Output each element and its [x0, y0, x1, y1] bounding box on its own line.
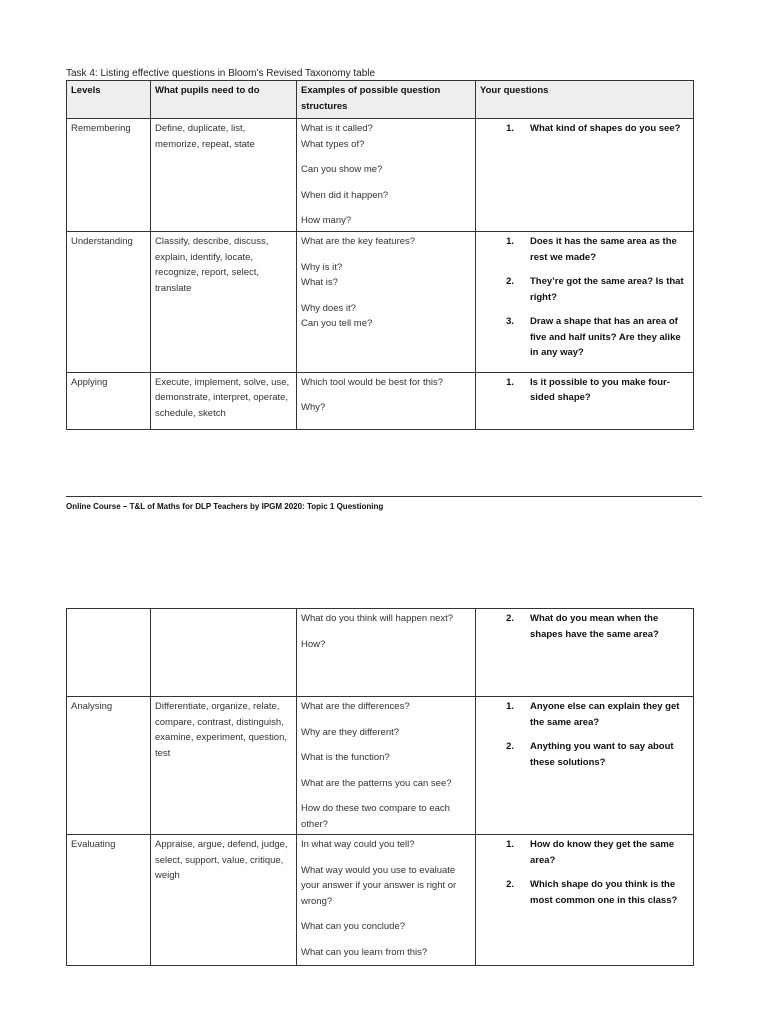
- example-question: What way would you use to evaluate your answer if your answer is right or wrong?: [301, 864, 457, 907]
- header-levels: Levels: [67, 81, 151, 119]
- example-question: Can you tell me?: [301, 318, 373, 329]
- example-question: How?: [301, 638, 326, 650]
- level-cell: Remembering: [67, 119, 151, 232]
- question-number: 2.: [506, 613, 514, 624]
- level-cell: Analysing: [67, 697, 151, 835]
- question-number: 2.: [506, 276, 514, 287]
- list-item: [480, 375, 689, 406]
- your-questions-cell: [476, 835, 694, 966]
- level-cell: Understanding: [67, 232, 151, 373]
- pupils-do-cell: [151, 609, 297, 697]
- your-questions-cell: [476, 697, 694, 835]
- question-number: 1.: [506, 236, 514, 247]
- level-cell: Evaluating: [67, 835, 151, 966]
- example-question: What is it called?: [301, 123, 373, 134]
- header-examples: Examples of possible question structures: [297, 81, 476, 119]
- level-cell: Applying: [67, 372, 151, 429]
- list-item: [480, 234, 689, 265]
- question-number: 1.: [506, 701, 514, 712]
- examples-cell: [297, 697, 476, 835]
- list-item: [480, 274, 689, 305]
- examples-cell: [297, 232, 476, 373]
- list-item: [480, 739, 689, 770]
- questions-list: [480, 234, 689, 361]
- example-question: What can you conclude?: [301, 921, 406, 932]
- questions-list: [480, 837, 689, 908]
- question-number: 2.: [506, 879, 514, 890]
- example-question: Why?: [301, 402, 326, 413]
- example-question: What types of?: [301, 138, 365, 150]
- example-question: When did it happen?: [301, 189, 389, 201]
- example-question: How many?: [301, 215, 352, 226]
- question-number: 1.: [506, 839, 514, 850]
- question-text: Does it has the same area as the rest we made?: [530, 236, 677, 263]
- question-text: They’re got the same area? Is that right?: [530, 276, 684, 303]
- questions-list: [480, 699, 689, 770]
- table-row: [67, 697, 694, 835]
- example-question: Why is it?: [301, 261, 343, 273]
- pupils-do-cell: Define, duplicate, list, memorize, repeat, state: [151, 119, 297, 232]
- table-row: [67, 835, 694, 966]
- question-number: 3.: [506, 316, 514, 327]
- question-text: Anything you want to say about these solutions?: [530, 741, 674, 768]
- example-question: What are the patterns you can see?: [301, 777, 452, 789]
- question-number: 2.: [506, 741, 514, 752]
- question-text: How do know they get the same area?: [530, 839, 675, 866]
- question-text: Anyone else can explain they get the same area?: [530, 701, 680, 728]
- blooms-table-page2: [66, 608, 694, 966]
- example-question: What are the differences?: [301, 701, 410, 712]
- example-question: Can you show me?: [301, 164, 383, 175]
- table-row: [67, 372, 694, 429]
- example-question: What do you think will happen next?: [301, 613, 454, 624]
- footer-divider: [66, 496, 702, 497]
- example-question: Which tool would be best for this?: [301, 376, 444, 388]
- questions-list: [480, 611, 689, 642]
- examples-cell: [297, 119, 476, 232]
- your-questions-cell: [476, 609, 694, 697]
- list-item: [480, 314, 689, 361]
- table-header-row: [67, 81, 694, 119]
- examples-cell: [297, 609, 476, 697]
- example-question: What is the function?: [301, 752, 390, 763]
- question-text: What do you mean when the shapes have the same area?: [530, 613, 659, 640]
- header-what-pupils-do: What pupils need to do: [151, 81, 297, 119]
- table-row: [67, 232, 694, 373]
- questions-list: [480, 375, 689, 406]
- example-question: What is?: [301, 277, 338, 288]
- list-item: [480, 699, 689, 730]
- your-questions-cell: [476, 372, 694, 429]
- question-text: Is it possible to you make four-sided shape?: [530, 376, 670, 403]
- list-item: [480, 877, 689, 908]
- list-item: [480, 611, 689, 642]
- example-question: In what way could you tell?: [301, 839, 415, 850]
- blooms-table-page1: [66, 80, 694, 430]
- pupils-do-cell: Classify, describe, discuss, explain, identify, locate, recognize, report, select, translate: [151, 232, 297, 373]
- question-text: What kind of shapes do you see?: [530, 123, 681, 134]
- pupils-do-cell: Execute, implement, solve, use, demonstrate, interpret, operate, schedule, sketch: [151, 372, 297, 429]
- list-item: [480, 837, 689, 868]
- question-number: 1.: [506, 376, 514, 388]
- header-your-questions: Your questions: [476, 81, 694, 119]
- pupils-do-cell: Appraise, argue, defend, judge, select, support, value, critique, weigh: [151, 835, 297, 966]
- example-question: How do these two compare to each other?: [301, 803, 450, 830]
- example-question: Why are they different?: [301, 726, 400, 738]
- page-footer: Online Course – T&L of Maths for DLP Teachers by IPGM 2020: Topic 1 Questioning: [66, 502, 384, 511]
- table-row: [67, 609, 694, 697]
- list-item: [480, 121, 689, 137]
- your-questions-cell: [476, 119, 694, 232]
- pupils-do-cell: Differentiate, organize, relate, compare, contrast, distinguish, examine, experiment, question, test: [151, 697, 297, 835]
- example-question: What are the key features?: [301, 236, 416, 247]
- task-title: Task 4: Listing effective questions in Bloom’s Revised Taxonomy table: [66, 68, 376, 79]
- examples-cell: [297, 835, 476, 966]
- table-row: [67, 119, 694, 232]
- questions-list: [480, 121, 689, 137]
- your-questions-cell: [476, 232, 694, 373]
- example-question: What can you learn from this?: [301, 946, 428, 958]
- question-text: Draw a shape that has an area of five and half units? Are they alike in any way?: [530, 316, 681, 358]
- example-question: Why does it?: [301, 302, 356, 314]
- examples-cell: [297, 372, 476, 429]
- question-number: 1.: [506, 123, 514, 134]
- level-cell: [67, 609, 151, 697]
- question-text: Which shape do you think is the most common one in this class?: [530, 879, 678, 906]
